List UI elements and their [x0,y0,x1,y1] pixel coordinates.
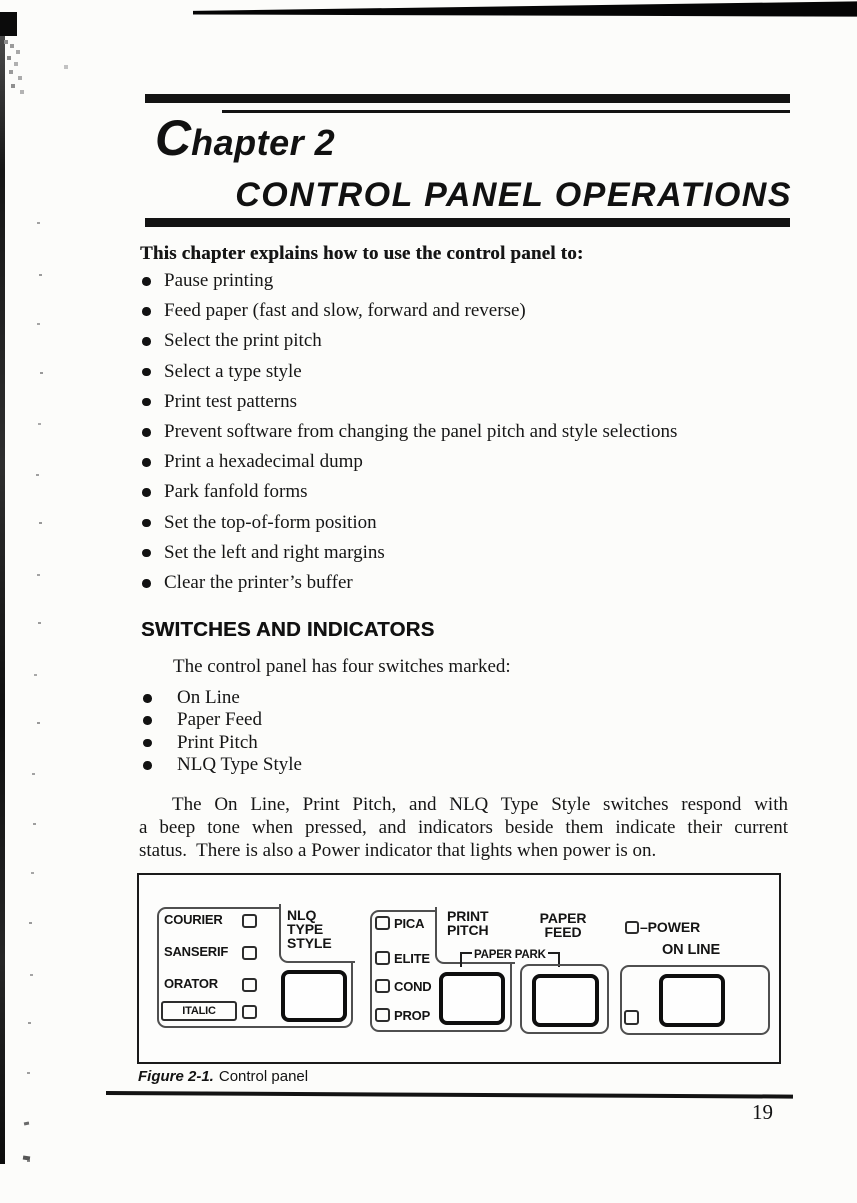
chapter-rest: hapter 2 [191,122,336,163]
orator-label: ORATOR [164,976,218,991]
figure-caption [138,1068,308,1085]
cond-indicator [375,979,390,993]
power-label: –POWER [640,919,701,935]
chapter-heading [155,108,335,168]
pica-label: PICA [394,916,425,931]
courier-indicator [242,914,257,928]
print-pitch-title [447,910,489,938]
list-item: Feed paper (fast and slow, forward and reverse) [141,296,801,326]
scan-artifact-top-bar [193,1,857,17]
elite-indicator [375,951,390,965]
nlq-type-style-title [287,909,332,950]
switches-list [142,687,542,777]
figure-caption-label: Figure 2-1. [138,1068,214,1085]
scan-artifact-margin-marks [37,222,40,224]
scan-artifact-mark [23,1156,30,1161]
chapter-initial: C [155,110,192,166]
nlq-title-line: STYLE [287,934,332,951]
header-rule-thick [145,94,790,103]
print-pitch-title-line: PRINT [447,908,489,924]
orator-indicator [242,978,257,992]
nlq-title-line: NLQ [287,907,317,923]
italic-indicator [242,1005,257,1019]
nlq-title-line: TYPE [287,920,324,937]
paper-feed-title-line: PAPER [539,910,587,926]
list-item: Print a hexadecimal dump [141,447,801,477]
paper-feed-title [535,912,591,940]
online-label: ON LINE [662,942,721,958]
scan-artifact-speckle [4,40,8,44]
list-item: Set the top-of-form position [141,508,801,538]
list-item: Select the print pitch [141,326,801,356]
list-item: Set the left and right margins [141,538,801,568]
paragraph-line: The On Line, Print Pitch, and NLQ Type Style switches respond with [172,794,788,815]
footer-rule [106,1091,793,1099]
online-indicator [624,1010,639,1025]
pica-indicator [375,916,390,930]
cond-label: COND [394,979,432,994]
page-number: 19 [752,1100,773,1124]
elite-label: ELITE [394,951,430,966]
page-title: CONTROL PANEL OPERATIONS [235,176,792,214]
switches-lead: The control panel has four switches marked: [173,656,511,677]
nlq-type-style-button [281,970,347,1022]
italic-label: ITALIC [161,1001,237,1021]
figure-control-panel [137,873,781,1064]
list-item: Select a type style [141,357,801,387]
title-rule-thick [145,218,790,227]
list-item: On Line [142,687,542,709]
paper-feed-title-line: FEED [544,923,582,940]
list-item: Print Pitch [142,732,542,754]
paper-park-text: PAPER PARK [474,949,546,961]
scan-artifact-mark [24,1122,30,1126]
power-indicator [625,921,639,934]
online-button [659,974,725,1027]
courier-label: COURIER [164,912,223,927]
scan-artifact-binding-edge [0,36,5,1164]
sanserif-label: SANSERIF [164,944,229,959]
bracket-left-icon [460,952,472,967]
scan-artifact-corner [0,12,17,36]
list-item: Park fanfold forms [141,477,801,507]
intro-lead: This chapter explains how to use the control panel to: [140,243,584,264]
print-pitch-button [439,972,505,1025]
list-item: Clear the printer’s buffer [141,568,801,598]
list-item: Pause printing [141,266,801,296]
sanserif-indicator [242,946,257,960]
figure-caption-text: Control panel [218,1068,309,1085]
list-item: Prevent software from changing the panel pitch and style selections [141,417,801,447]
body-paragraph [139,793,788,863]
prop-label: PROP [394,1008,431,1023]
list-item: NLQ Type Style [142,754,542,776]
intro-list [141,266,801,598]
paragraph-line: a beep tone when pressed, and indicators beside them indicate their current [139,817,788,839]
list-item: Print test patterns [141,387,801,417]
paper-feed-button [532,974,599,1027]
list-item: Paper Feed [142,709,542,731]
prop-indicator [375,1008,390,1022]
section-heading: SWITCHES AND INDICATORS [141,618,435,641]
paragraph-line: status. There is also a Power indicator that lights when power is on. [139,840,657,862]
print-pitch-title-line: PITCH [447,921,489,938]
